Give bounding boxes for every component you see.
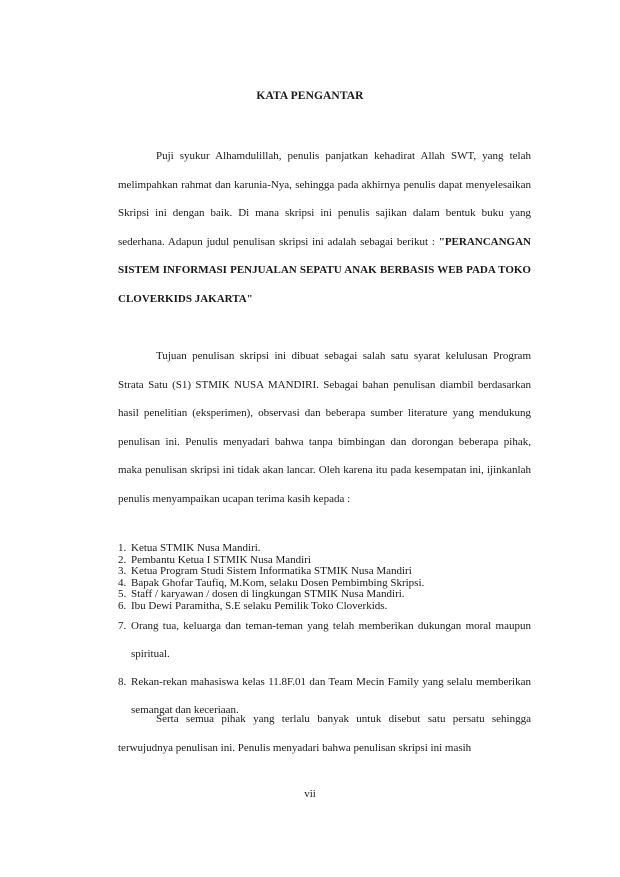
list-item-number: 5. [118,588,127,600]
paragraph-closing [118,705,531,763]
list-item-text: Ketua STMIK Nusa Mandiri. [131,542,261,554]
list-item-number: 6. [118,599,127,612]
paragraph-intro-text: Puji syukur Alhamdulillah, penulis panjatkan kehadirat Allah SWT, yang telah melimpahkan rahmat dan karunia-Nya, sehingga pada akhirnya penulis dapat menyelesaikan Skripsi ini dengan baik. Di mana skripsi ini penulis sajikan dalam bentuk buku yang sederhana. Adapun judul penulisan skripsi ini adalah sebagai berikut : [118,150,531,248]
list-item-number: 8. [118,676,127,688]
page-number: vii [304,788,316,800]
list-item-number: 1. [118,542,127,554]
page-title: KATA PENGANTAR [256,90,364,102]
list-item-text: Bapak Ghofar Taufiq, M.Kom, selaku Dosen Pembimbing Skripsi. [131,576,425,589]
paragraph-purpose [118,342,531,514]
list-item-text: Staff / karyawan / dosen di lingkungan STMIK Nusa Mandiri. [131,588,405,600]
list-item-text: Ketua Program Studi Sistem Informatika STMIK Nusa Mandiri [131,565,412,577]
paragraph-closing-text: Serta semua pihak yang terlalu banyak untuk disebut satu persatu sehingga terwujudnya penulisan ini. Penulis menyadari bahwa penulisan skripsi ini masih [118,713,531,754]
acknowledgement-list [118,543,531,724]
list-item-text: Rekan-rekan mahasiswa kelas 11.8F.01 dan Team Mecin Family yang selalu memberikan semangat dan keceriaan. [131,676,531,716]
list-item-number: 2. [118,553,127,566]
list-item-text: Ibu Dewi Paramitha, S.E selaku Pemilik Toko Cloverkids. [131,599,388,612]
list-item-number: 7. [118,620,127,632]
list-item [118,612,531,668]
paragraph-intro [118,142,531,314]
thesis-title: "PERANCANGAN SISTEM INFORMASI PENJUALAN SEPATU ANAK BERBASIS WEB PADA TOKO CLOVERKIDS JAKARTA" [118,235,531,305]
paragraph-purpose-text: Tujuan penulisan skripsi ini dibuat sebagai salah satu syarat kelulusan Program Strata Satu (S1) STMIK NUSA MANDIRI. Sebagai bahan penulisan diambil berdasarkan hasil penelitian (eksperimen), observasi dan beberapa sumber literature yang mendukung penulisan ini. Penulis menyadari bahwa tanpa bimbingan dan dorongan beberapa pihak, maka penulisan skripsi ini tidak akan lancar. Oleh karena itu pada kesempatan ini, ijinkanlah penulis menyampaikan ucapan terima kasih kepada : [118,350,531,505]
list-item-number: 3. [118,565,127,577]
list-item-number: 4. [118,576,127,589]
list-item [118,601,531,613]
list-item-text: Orang tua, keluarga dan teman-teman yang telah memberikan dukungan moral maupun spiritual. [131,620,531,660]
list-item-text: Pembantu Ketua I STMIK Nusa Mandiri [131,553,311,566]
